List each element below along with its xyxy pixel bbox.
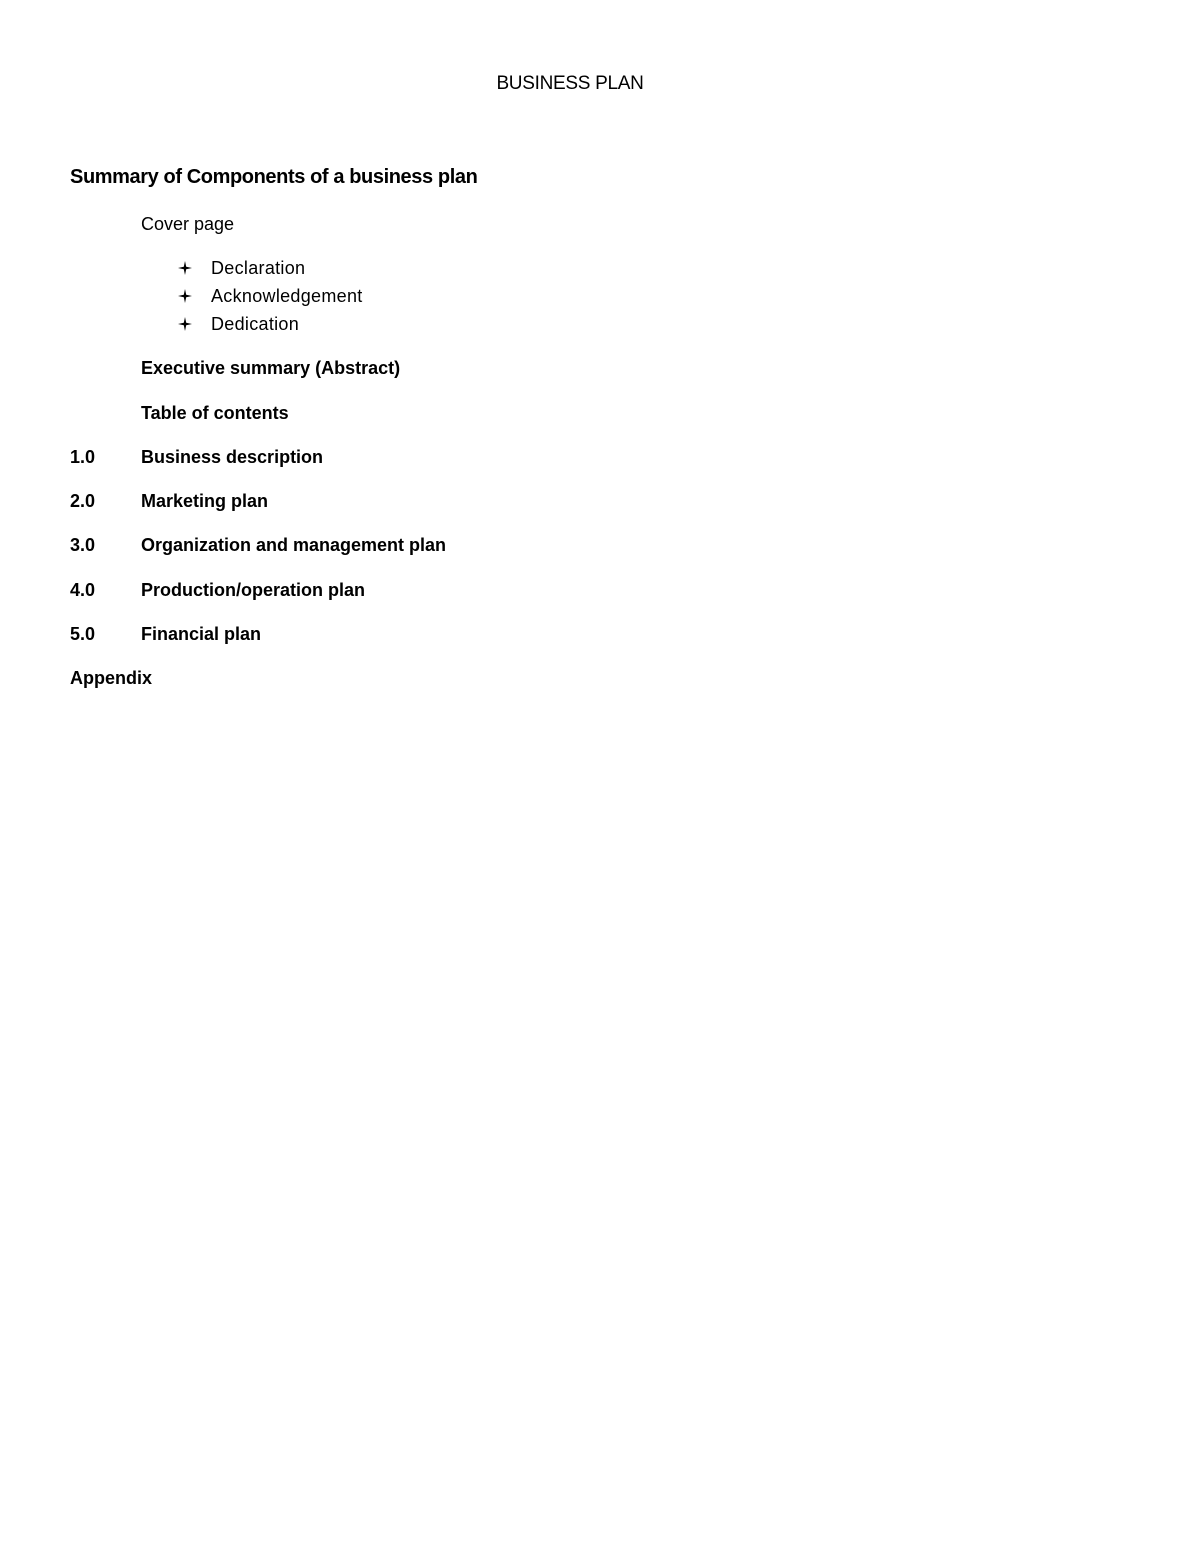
cover-page-label: Cover page	[141, 214, 235, 234]
section-number: 5.0	[70, 624, 96, 644]
list-item-label: Declaration	[211, 258, 306, 278]
list-item-label: Dedication	[211, 314, 300, 334]
four-point-star-bullet-icon	[177, 260, 193, 276]
section-label: Production/operation plan	[141, 580, 365, 600]
page-title: BUSINESS PLAN	[496, 73, 644, 94]
section-number: 3.0	[70, 535, 96, 555]
executive-summary-label: Executive summary (Abstract)	[141, 358, 401, 378]
list-item	[177, 258, 306, 279]
four-point-star-bullet-icon	[177, 316, 193, 332]
section-label: Financial plan	[141, 624, 262, 644]
section-label: Marketing plan	[141, 491, 269, 511]
table-of-contents-label: Table of contents	[141, 403, 289, 423]
four-point-star-bullet-icon	[177, 288, 193, 304]
section-heading: Summary of Components of a business plan	[70, 166, 478, 188]
section-number: 2.0	[70, 491, 96, 511]
section-label: Business description	[141, 447, 324, 467]
section-number: 4.0	[70, 580, 96, 600]
list-item	[177, 286, 363, 307]
list-item	[177, 314, 300, 335]
section-number: 1.0	[70, 447, 96, 467]
appendix-label: Appendix	[70, 668, 153, 688]
list-item-label: Acknowledgement	[211, 286, 363, 306]
section-label: Organization and management plan	[141, 535, 447, 555]
